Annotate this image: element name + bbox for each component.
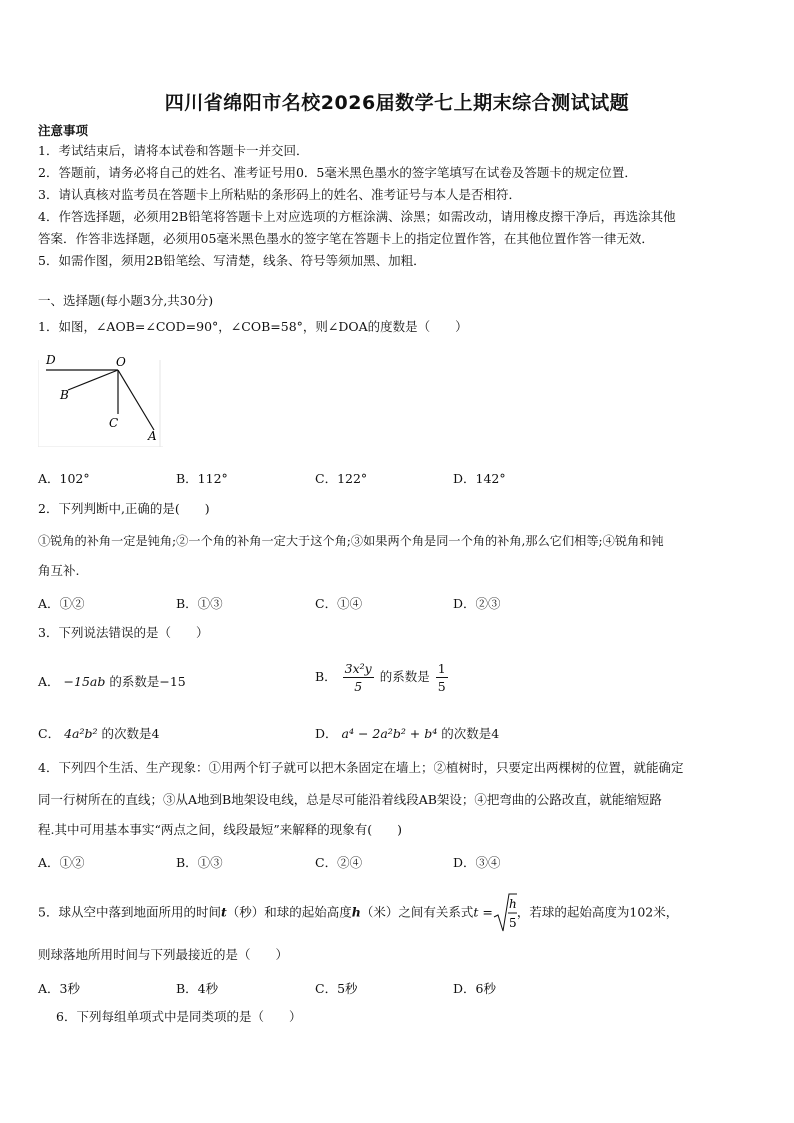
question-2-body: 角互补.: [38, 563, 80, 578]
question-5-stem: [38, 893, 678, 933]
math-expression: a⁴ − 2a²b² + b⁴: [341, 726, 438, 741]
math-expression: 4a²b²: [64, 726, 98, 741]
fraction-numerator: 3x²y: [344, 661, 372, 676]
option-text: 的系数是−15: [109, 674, 186, 689]
q4-option-b: B．①③: [176, 855, 223, 870]
label-o: O: [116, 355, 126, 369]
ray-oa: [118, 370, 154, 430]
formula-numerator: h: [508, 897, 517, 911]
sqrt-formula: [493, 893, 517, 933]
question-2-body: ①锐角的补角一定是钝角;②一个角的补角一定大于这个角;③如果两个角是同一个角的补角,那么它们相等;④锐角和钝: [38, 534, 664, 548]
q3-option-a: [38, 672, 186, 690]
formula-lhs: t =: [473, 904, 493, 920]
question-4-stem: 程.其中可用基本事实“两点之间，线段最短”来解释的现象有( ): [38, 822, 403, 837]
q3-option-b: [315, 660, 450, 695]
label-c: C: [109, 416, 119, 430]
page-title: 四川省绵阳市名校2026届数学七上期末综合测试试题: [164, 92, 630, 114]
q5-text: ，若球的起始高度为102米，: [516, 904, 679, 920]
question-2-stem: 2．下列判断中,正确的是( ): [38, 501, 210, 516]
option-text: 的次数是4: [441, 726, 500, 741]
notice-item: 4．作答选择题，必须用2B铅笔将答题卡上对应选项的方框涂满、涂黑；如需改动，请用橡皮擦干净后，再选涂其他: [38, 209, 676, 224]
option-text: 的次数是4: [101, 726, 160, 741]
option-letter: D．: [315, 726, 338, 741]
q5-option-c: C．5秒: [315, 981, 358, 996]
section-heading: 一、选择题(每小题3分,共30分): [38, 293, 214, 308]
question-1-stem: 1．如图，∠AOB=∠COD=90°，∠COB=58°，则∠DOA的度数是（ ）: [38, 319, 468, 334]
option-text: 的系数是: [379, 669, 430, 684]
notice-item: 1．考试结束后，请将本试卷和答题卡一并交回．: [38, 143, 309, 158]
q5-option-b: B．4秒: [176, 981, 219, 996]
q5-option-d: D．6秒: [453, 981, 496, 996]
angle-diagram: [38, 352, 168, 447]
sqrt-icon: [493, 893, 517, 933]
notice-item: 3．请认真核对监考员在答题卡上所粘贴的条形码上的姓名、准考证号与本人是否相符．: [38, 187, 521, 202]
q5-text: （米）之间有关系式: [360, 904, 474, 920]
q2-option-d: D．②③: [453, 596, 501, 611]
variable-t: t: [220, 904, 227, 920]
notice-item: 5．如需作图，须用2B铅笔绘、写清楚，线条、符号等须加黑、加粗．: [38, 253, 426, 268]
fraction-denominator: 5: [437, 679, 446, 694]
fraction: [436, 660, 448, 695]
q1-option-d: D．142°: [453, 471, 506, 486]
fraction-denominator: 5: [354, 679, 363, 694]
label-a: A: [148, 429, 157, 443]
variable-h: h: [351, 904, 361, 920]
question-6-stem: 6．下列每组单项式中是同类项的是（ ）: [56, 1009, 302, 1024]
notice-heading: 注意事项: [38, 123, 89, 138]
q4-option-a: A．①②: [38, 855, 85, 870]
q2-option-a: A．①②: [38, 596, 85, 611]
q1-option-a: A．102°: [38, 471, 90, 486]
fraction-numerator: 1: [437, 661, 446, 676]
q4-option-c: C．②④: [315, 855, 363, 870]
q1-option-b: B．112°: [176, 471, 228, 486]
question-4-stem: 同一行树所在的直线；③从A地到B地架设电线，总是尽可能沿着线段AB架设；④把弯曲的公路改直，就能缩短路: [38, 792, 662, 807]
math-expression: −15ab: [63, 674, 106, 689]
q5-text: （秒）和球的起始高度: [226, 904, 352, 920]
q5-text: 5．球从空中落到地面所用的时间: [38, 904, 221, 920]
label-b: B: [60, 388, 69, 402]
option-letter: B．: [315, 669, 337, 684]
question-5-stem: 则球落地所用时间与下列最接近的是（ ）: [38, 947, 289, 962]
q3-option-c: [38, 724, 159, 742]
question-4-stem: 4．下列四个生活、生产现象：①用两个钉子就可以把木条固定在墙上；②植树时，只要定出两棵树的位置，就能确定: [38, 760, 684, 775]
q3-option-d: [315, 724, 499, 742]
option-letter: C．: [38, 726, 61, 741]
q1-option-c: C．122°: [315, 471, 368, 486]
option-letter: A．: [38, 674, 60, 689]
ray-ob: [68, 370, 118, 390]
question-3-stem: 3．下列说法错误的是（ ）: [38, 625, 209, 640]
formula-denominator: 5: [508, 916, 517, 930]
q2-option-b: B．①③: [176, 596, 223, 611]
q5-option-a: A．3秒: [38, 981, 80, 996]
angle-figure: [38, 352, 168, 447]
label-d: D: [46, 353, 56, 367]
notice-item: 2．答题前，请务必将自己的姓名、准考证号用0．5毫米黑色墨水的签字笔填写在试卷及答题卡的规定位置．: [38, 165, 637, 180]
q4-option-d: D．③④: [453, 855, 501, 870]
fraction: [343, 660, 374, 695]
notice-item: 答案．作答非选择题，必须用05毫米黑色墨水的签字笔在答题卡上的指定位置作答，在其他位置作答一律无效．: [38, 231, 654, 246]
q2-option-c: C．①④: [315, 596, 363, 611]
